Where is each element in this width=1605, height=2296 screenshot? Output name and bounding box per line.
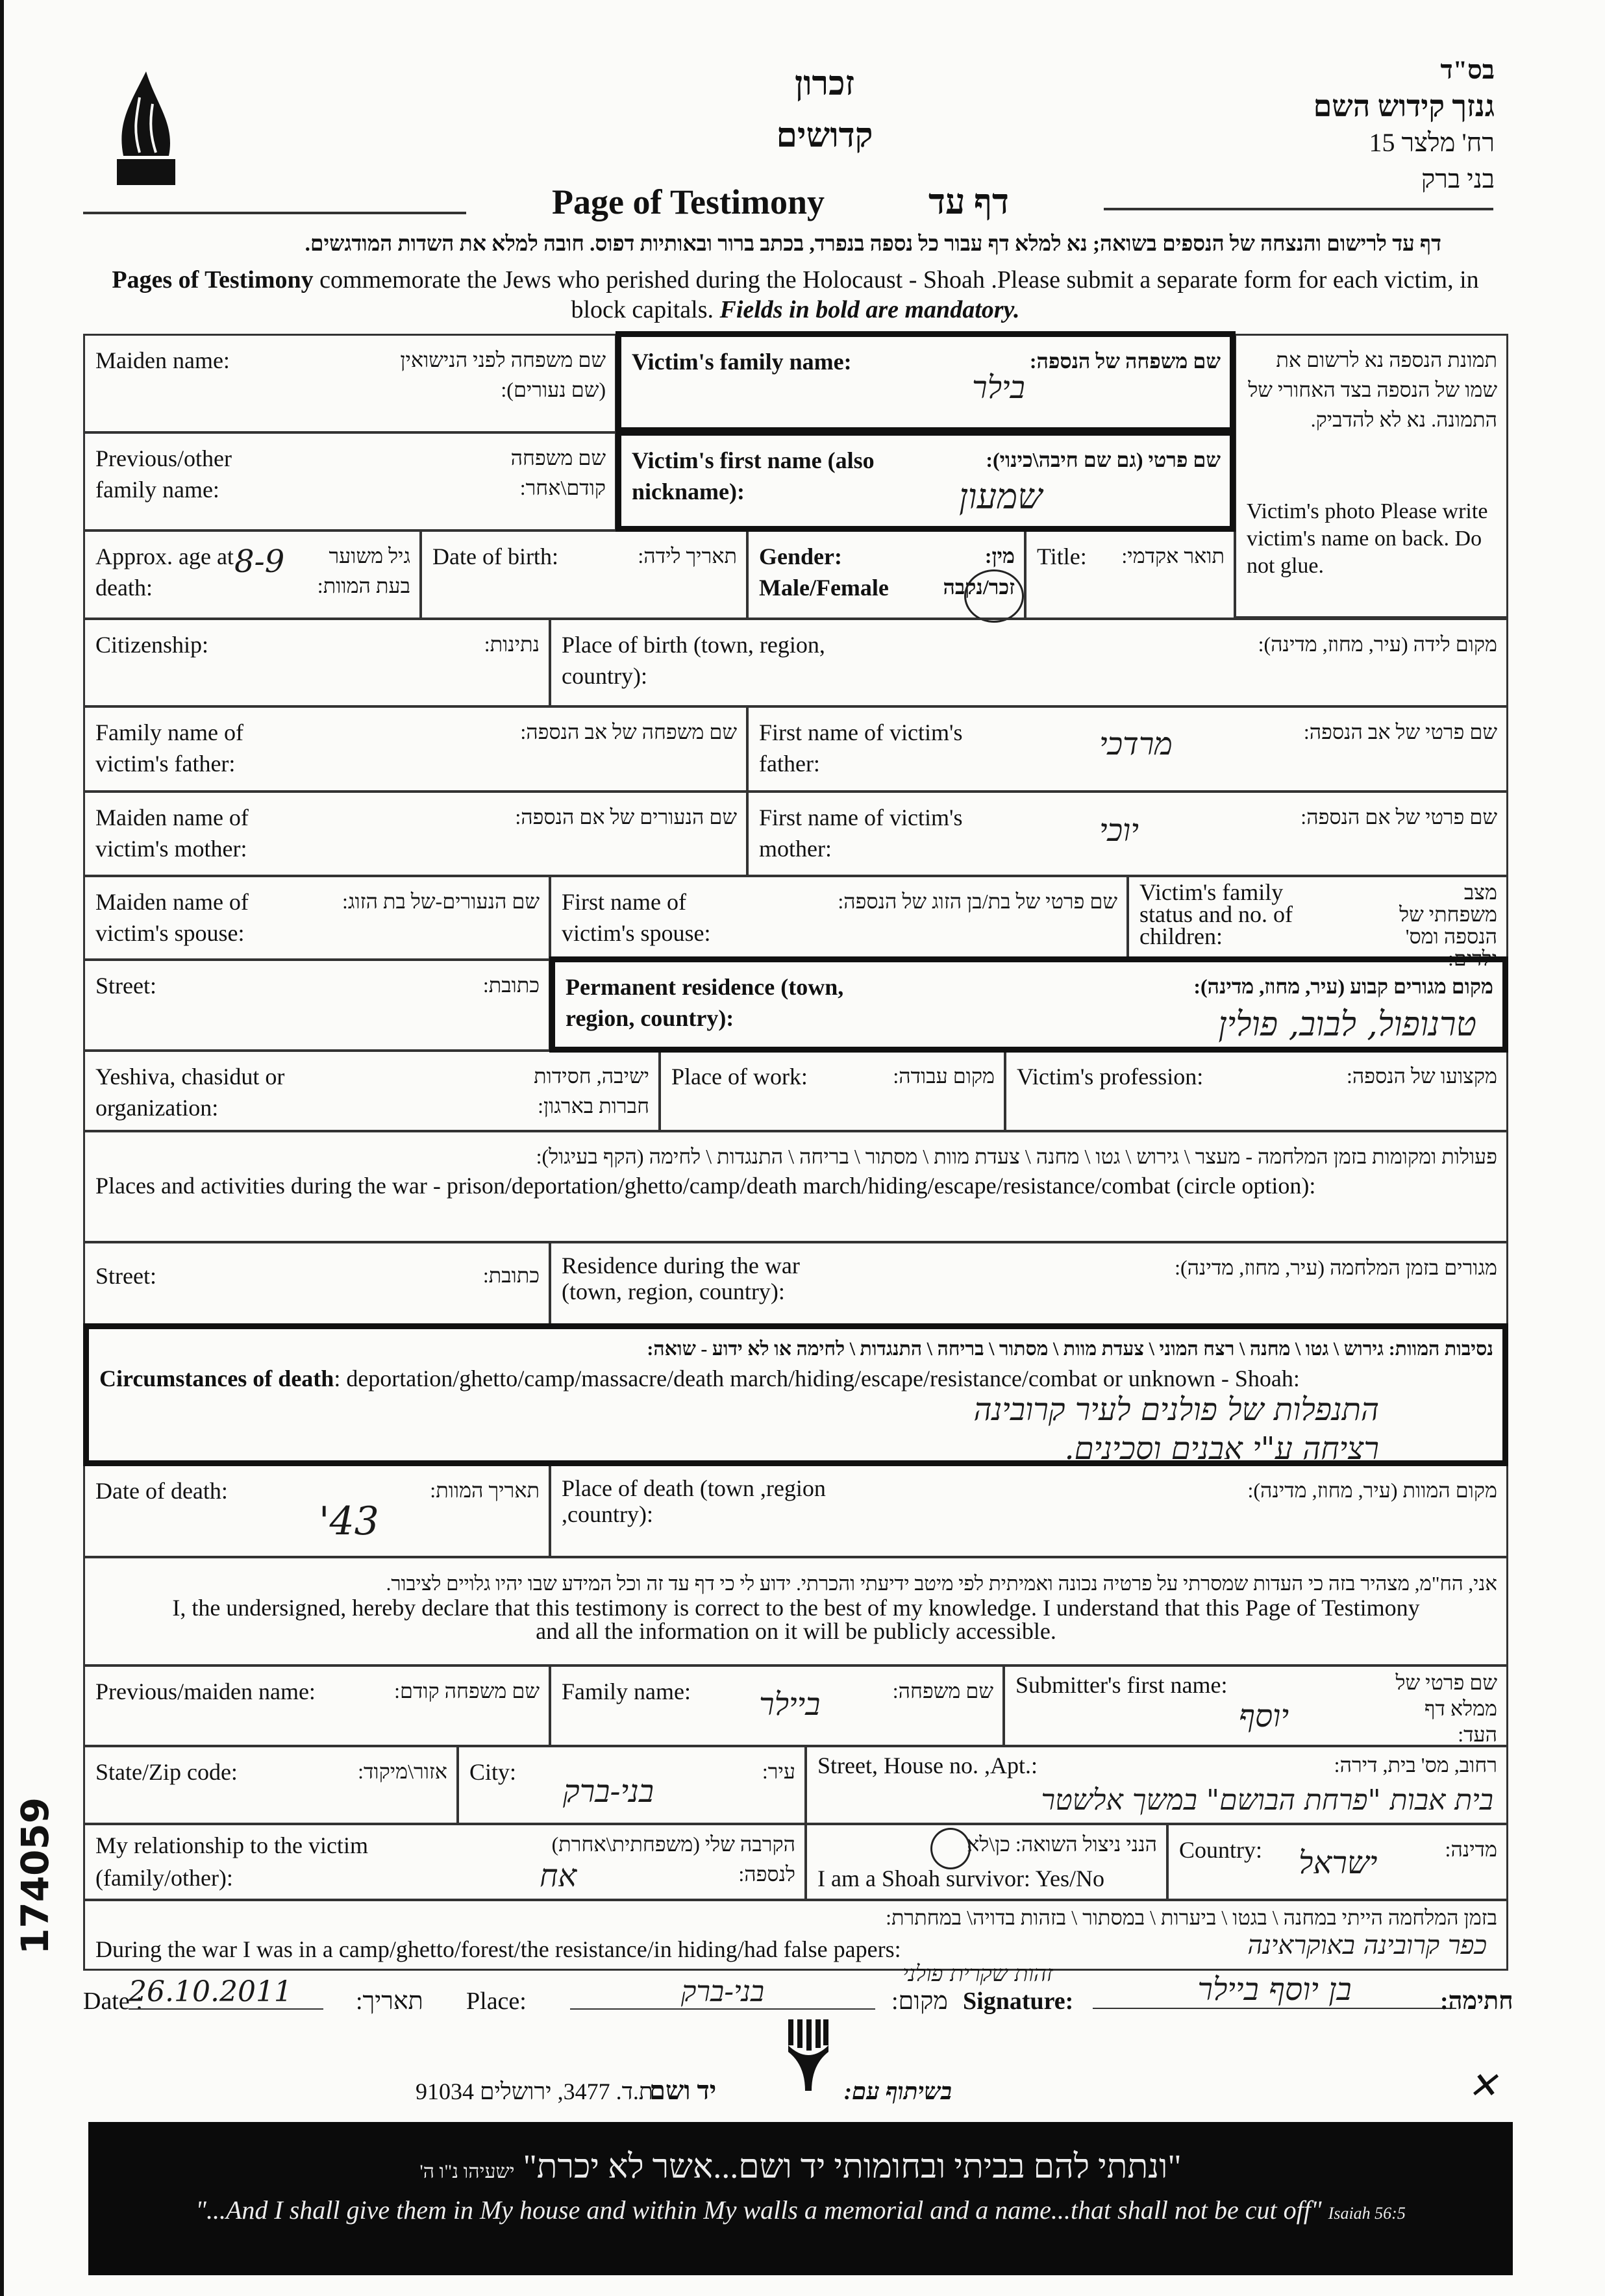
label-he: מקום המוות (עיר, מחוז, מדינה): bbox=[1247, 1479, 1497, 1502]
label-he: גיל משוער בעת המוות: bbox=[317, 544, 410, 597]
submitter-during-war-field[interactable] bbox=[83, 1899, 1508, 1971]
date-label: Date : bbox=[83, 1988, 143, 2015]
submitter-previous-name-field[interactable] bbox=[83, 1665, 551, 1747]
age-at-death-field[interactable] bbox=[83, 530, 421, 619]
label-he: תאריך המוות: bbox=[430, 1479, 540, 1502]
label: State/Zip code: bbox=[95, 1759, 238, 1785]
gender-field[interactable] bbox=[747, 530, 1026, 619]
aleph-mark-icon: ✕ bbox=[1467, 2066, 1498, 2106]
label-bold: Circumstances of death bbox=[99, 1366, 334, 1391]
label-he: בזמן המלחמה הייתי במחנה \ בגטו \ ביערות \ במסתור \ בזהות בדויה\ במחתרת: bbox=[886, 1906, 1497, 1929]
label: Yeshiva, chasidut or organization: bbox=[95, 1064, 285, 1121]
label-he: שם הנעורים של אם הנספה: bbox=[515, 805, 737, 829]
label: Country: bbox=[1179, 1837, 1263, 1863]
archive-name: גנזך קידוש השם bbox=[1313, 90, 1495, 123]
label-he: שם משפחה של אב הנספה: bbox=[520, 720, 737, 743]
handwritten-value: 8-9 bbox=[234, 543, 285, 580]
country-field[interactable] bbox=[1167, 1823, 1508, 1901]
yad-vashem-menorah-logo bbox=[786, 2019, 831, 2091]
war-street-field[interactable] bbox=[83, 1242, 551, 1327]
label: Victim's family status and no. of children: bbox=[1139, 879, 1293, 949]
label-he: שם פרטי של אב הנספה: bbox=[1303, 720, 1497, 743]
label-he: מגורים בזמן המלחמה (עיר, מחוז, מדינה): bbox=[1175, 1256, 1497, 1279]
war-residence-field[interactable] bbox=[549, 1242, 1508, 1327]
label: Gender: bbox=[759, 543, 842, 569]
label-he: מקום עבודה: bbox=[893, 1064, 995, 1088]
spouse-maiden-name-field[interactable] bbox=[83, 875, 551, 960]
label-he: שם משפחה של הנספה: bbox=[1029, 349, 1221, 373]
quote-english: "...And I shall give them in My house and within My walls a memorial and a name...that shall not be cut off" bbox=[195, 2195, 1322, 2225]
submitter-family-name-field[interactable] bbox=[549, 1665, 1004, 1747]
label: Maiden name of victim's spouse: bbox=[95, 889, 249, 946]
zip-code-field[interactable] bbox=[83, 1745, 458, 1825]
photo-instructions-hebrew: תמונת הנספה נא לרשום את שמו של הנספה בצד האחורי של התמונה. נא לא להדביק. bbox=[1248, 348, 1497, 431]
quote-hebrew: "ונתתי להם בביתי ובחומותי יד ושם...אשר לא יכרת" bbox=[523, 2149, 1182, 2186]
previous-family-name-field[interactable] bbox=[83, 432, 617, 531]
handwritten-value: יוכי bbox=[1099, 812, 1139, 849]
label: Citizenship: bbox=[95, 632, 208, 658]
kedoshim: קדושים bbox=[776, 118, 873, 155]
label-he: ישיבה, חסידות חברות בארגון: bbox=[534, 1064, 649, 1117]
father-first-name-field[interactable] bbox=[747, 706, 1508, 792]
label: Permanent residence (town, region, country): bbox=[566, 974, 844, 1031]
label-he: אזור\מיקוד: bbox=[358, 1760, 447, 1783]
handwritten-value: ישראל bbox=[1299, 1845, 1378, 1881]
zikaron: זכרון bbox=[794, 66, 854, 103]
label-he: נתינות: bbox=[484, 632, 540, 656]
isaiah-quote-banner bbox=[88, 2122, 1513, 2275]
label-he: נסיבות המוות: גירוש \ גטו \ מחנה \ רצח המוני \ צעדת מוות \ מסתור \ בריחה \ התנגדות \ לחימה או לא ידוע - שואה: bbox=[647, 1338, 1493, 1360]
label: Victim's family name: bbox=[632, 349, 852, 375]
handwritten-value: כפר קרובינה באוקראינה bbox=[1247, 1930, 1487, 1960]
archive-address bbox=[1313, 52, 1495, 197]
father-family-name-field[interactable] bbox=[83, 706, 748, 792]
yes-selected-circle bbox=[930, 1828, 971, 1869]
street-field[interactable] bbox=[83, 959, 551, 1051]
place-of-death-field[interactable] bbox=[549, 1464, 1508, 1558]
label-he: תאריך לידה: bbox=[638, 544, 737, 568]
signature-value[interactable]: בן יוסף ביילר bbox=[1093, 1971, 1456, 2009]
label: Date of death: bbox=[95, 1478, 228, 1504]
label: Place of birth (town, region, country): bbox=[562, 632, 825, 689]
handwritten-value-line2: רציחה ע"י אבנים וסכינים. bbox=[1064, 1430, 1379, 1467]
photo-instructions-english: Victim's photo Please write victim's name on back. Do not glue. bbox=[1247, 499, 1488, 578]
label-he: שם משפחה קודם\אחר: bbox=[510, 446, 606, 499]
intro-mandatory-note: Fields in bold are mandatory. bbox=[719, 296, 1020, 323]
label-he: מין: bbox=[984, 544, 1015, 568]
label: My relationship to the victim (family/other): bbox=[95, 1832, 368, 1891]
handwritten-value: בילר bbox=[972, 369, 1025, 406]
header-rule-left bbox=[83, 212, 466, 214]
victim-family-name-field[interactable] bbox=[616, 331, 1236, 433]
page-title: Page of Testimony bbox=[552, 182, 825, 221]
quote-english-reference: Isaiah 56:5 bbox=[1328, 2204, 1406, 2223]
label: Previous/maiden name: bbox=[95, 1678, 316, 1704]
label-he: שם משפחה קודם: bbox=[394, 1679, 540, 1703]
label: Street: bbox=[95, 973, 156, 999]
label-he: פעולות ומקומות בזמן המלחמה - מעצר \ גירוש \ גטו \ מחנה \ צעדת מוות \ מסתור \ בריחה \ התנגדות \ לחימה (הקף בעיגול): bbox=[536, 1145, 1497, 1168]
label-he: שם פרטי של בת/בן הזוג של הנספה: bbox=[838, 890, 1117, 913]
handwritten-value: ביילר bbox=[759, 1686, 821, 1723]
partnership-label: בשיתוף עם: bbox=[844, 2078, 952, 2104]
handwritten-value: בית אבות "פרחת הבושם" במשך אלשטר bbox=[1041, 1784, 1493, 1817]
signature-label: Signature: bbox=[963, 1988, 1074, 2015]
label: Place of work: bbox=[671, 1064, 808, 1090]
date-of-birth-field[interactable] bbox=[420, 530, 748, 619]
spouse-first-name-field[interactable] bbox=[549, 875, 1128, 960]
label-he: מקום לידה (עיר, מחוז, מדינה): bbox=[1258, 632, 1497, 656]
label-he: רחוב, מס' בית, דירה: bbox=[1334, 1753, 1497, 1777]
male-selected-circle bbox=[964, 569, 1024, 623]
label-he: כתובת: bbox=[482, 1264, 540, 1287]
label: Submitter's first name: bbox=[1015, 1672, 1228, 1698]
mother-maiden-name-field[interactable] bbox=[83, 791, 748, 877]
citizenship-field[interactable] bbox=[83, 618, 551, 707]
label-he: תואר אקדמי: bbox=[1121, 544, 1225, 568]
label: First name of victim's father: bbox=[759, 719, 963, 777]
label-options-he: זכר/נקבה bbox=[943, 575, 1015, 599]
submitter-first-name-field[interactable] bbox=[1003, 1665, 1508, 1747]
label-he: מקום מגורים קבוע (עיר, מחוז, מדינה): bbox=[1193, 975, 1493, 998]
victim-photo-box[interactable] bbox=[1234, 334, 1508, 618]
label-he: מצב משפחתי של הנספה ומס' ילדים: bbox=[1399, 880, 1497, 970]
label: First name of victim's mother: bbox=[759, 805, 963, 862]
label: Victim's profession: bbox=[1017, 1064, 1204, 1090]
scan-edge bbox=[0, 0, 4, 2296]
label: Title: bbox=[1037, 543, 1087, 569]
quote-hebrew-line bbox=[88, 2148, 1513, 2186]
archive-city: בני ברק bbox=[1421, 164, 1495, 193]
label-options: : deportation/ghetto/camp/massacre/death march/hiding/escape/resistance/combat or unknown - Shoah: bbox=[334, 1366, 1300, 1391]
signature-label-he: חתימה: bbox=[1440, 1988, 1513, 2015]
label: Residence during the war (town, region, country): bbox=[562, 1253, 800, 1304]
relationship-field[interactable] bbox=[83, 1823, 806, 1901]
victim-first-name-field[interactable] bbox=[616, 430, 1236, 532]
label: Date of birth: bbox=[432, 543, 558, 569]
permanent-residence-field[interactable] bbox=[549, 956, 1508, 1053]
label: Street, House no. ,Apt.: bbox=[817, 1753, 1038, 1778]
yad-vashem-address: ת.ד. 3477, ירושלים 91034 bbox=[416, 2078, 653, 2104]
bsd-mark: בס"ד bbox=[1440, 55, 1495, 84]
place-label: Place: bbox=[466, 1988, 527, 2015]
label: Maiden name: bbox=[95, 347, 230, 373]
yad-vashem-name: יד ושם bbox=[649, 2076, 717, 2105]
handwritten-value: מרדכי bbox=[1099, 726, 1173, 762]
handwritten-value: שמעון bbox=[959, 476, 1043, 517]
zikaron-kedoshim-title bbox=[747, 58, 902, 162]
intro-english bbox=[97, 265, 1493, 325]
label-he: עיר: bbox=[762, 1760, 795, 1783]
label: I am a Shoah survivor: Yes/No bbox=[817, 1866, 1104, 1891]
city-field[interactable] bbox=[457, 1745, 806, 1825]
declaration-english: I, the undersigned, hereby declare that this testimony is correct to the best of my knowledge. I understand that this Page of Testimony and all the information on it will be publicly accessible. bbox=[172, 1595, 1420, 1644]
handwritten-value: אח bbox=[540, 1858, 577, 1894]
label-he: הקרבה שלי (משפחתית\אחרת) לנספה: bbox=[551, 1832, 795, 1886]
handwritten-value: יוסף bbox=[1239, 1698, 1289, 1734]
declaration bbox=[83, 1556, 1508, 1666]
place-label-he: מקום: bbox=[891, 1988, 948, 2015]
label: Approx. age at death: bbox=[95, 543, 234, 601]
label bbox=[99, 1363, 1508, 1394]
label: Place of death (town ,region ,country): bbox=[562, 1475, 826, 1527]
maiden-name-field[interactable] bbox=[83, 334, 617, 433]
label: Family name: bbox=[562, 1678, 691, 1704]
label-he: שם פרטי (גם שם חיבה\כינוי): bbox=[986, 448, 1221, 471]
label-he: הנני ניצול השואה: כן\לא bbox=[967, 1832, 1157, 1856]
label-he: שם משפחה לפני הנישואין (שם נעורים): bbox=[400, 348, 606, 401]
header-rule-right bbox=[1104, 208, 1493, 210]
mother-first-name-field[interactable] bbox=[747, 791, 1508, 877]
intro-hebrew: דף עד לרישום והנצחה של הנספים בשואה; נא למלא דף עבור כל נספה בנפרד, בכתב ברור ובאותיות דפוס. חובה למלא את השדות המודגשים. bbox=[305, 232, 1441, 256]
intro-bold: Pages of Testimony bbox=[112, 266, 314, 293]
label-he: מדינה: bbox=[1445, 1838, 1497, 1861]
label: First name of victim's spouse: bbox=[562, 889, 711, 946]
handwritten-value-line1: התנפלות של פולנים לעיר קרובינה bbox=[973, 1391, 1379, 1428]
profession-field[interactable] bbox=[1004, 1050, 1508, 1132]
label: Maiden name of victim's mother: bbox=[95, 805, 249, 862]
label: Places and activities during the war - prison/deportation/ghetto/camp/death march/hiding/escape/resistance/combat (circle option): bbox=[95, 1173, 1316, 1199]
archive-street: רח' מלצר 15 bbox=[1369, 128, 1495, 157]
circumstances-of-death-field[interactable] bbox=[83, 1323, 1508, 1466]
label-he: שם משפחה: bbox=[892, 1679, 993, 1703]
date-label-he: תאריך: bbox=[356, 1988, 423, 2015]
place-value[interactable]: בני-ברק bbox=[570, 1975, 875, 2010]
quote-hebrew-reference: ישעיהו נ"ו ה' bbox=[419, 2161, 515, 2182]
handwritten-margin-number: 174059 bbox=[13, 1797, 57, 1954]
declaration-hebrew: אני, הח"מ, מצהיר בזה כי העדות שמסרתי על פרטיה נכונה ואמיתית לפי מיטב ידיעתי והכרתי. ידוע לי כי דף עד זה וכל המידע שבו יהיו גלויים לציבור. bbox=[386, 1572, 1497, 1595]
shoah-survivor-field[interactable] bbox=[805, 1823, 1168, 1901]
submitter-street-field[interactable] bbox=[805, 1745, 1508, 1825]
label-he: שם פרטי של אם הנספה: bbox=[1300, 805, 1497, 829]
page-title-hebrew: דף עד bbox=[928, 182, 1009, 221]
place-of-work-field[interactable] bbox=[659, 1050, 1006, 1132]
date-of-death-field[interactable] bbox=[83, 1464, 551, 1558]
yad-vashem-flame-logo bbox=[104, 71, 188, 188]
label: City: bbox=[469, 1759, 517, 1785]
label: Previous/other family name: bbox=[95, 445, 232, 503]
label-options: Male/Female bbox=[759, 575, 889, 601]
places-activities-field[interactable] bbox=[83, 1130, 1508, 1243]
label: During the war I was in a camp/ghetto/forest/the resistance/in hiding/had false papers: bbox=[95, 1936, 901, 1962]
label-he: שם הנעורים-של בת הזוג: bbox=[342, 890, 540, 913]
date-value[interactable]: 26.10.2011 bbox=[129, 1975, 323, 2010]
label-he: כתובת: bbox=[482, 973, 540, 997]
label-he: מקצועו של הנספה: bbox=[1346, 1064, 1497, 1088]
label-he: שם פרטי של ממלא דף העד: bbox=[1395, 1671, 1497, 1746]
label: Victim's first name (also nickname): bbox=[632, 447, 875, 505]
label: Street: bbox=[95, 1263, 156, 1289]
handwritten-value: טרנופול, לבוב, פולין bbox=[1218, 1005, 1476, 1044]
handwritten-value: 43' bbox=[319, 1499, 379, 1544]
family-status-field[interactable] bbox=[1127, 875, 1508, 970]
title-field[interactable] bbox=[1025, 530, 1236, 619]
intro-text: commemorate the Jews who perished during the Holocaust - Shoah .Please submit a separate form for each victim, in block capitals. bbox=[313, 266, 1479, 323]
place-of-birth-field[interactable] bbox=[549, 618, 1508, 707]
label: Family name of victim's father: bbox=[95, 719, 243, 777]
yeshiva-field[interactable] bbox=[83, 1050, 660, 1132]
quote-english-line bbox=[88, 2195, 1513, 2225]
handwritten-value-continued: זהות שקרית פולני bbox=[902, 1961, 1053, 1987]
handwritten-value: בני-ברק bbox=[563, 1773, 654, 1810]
